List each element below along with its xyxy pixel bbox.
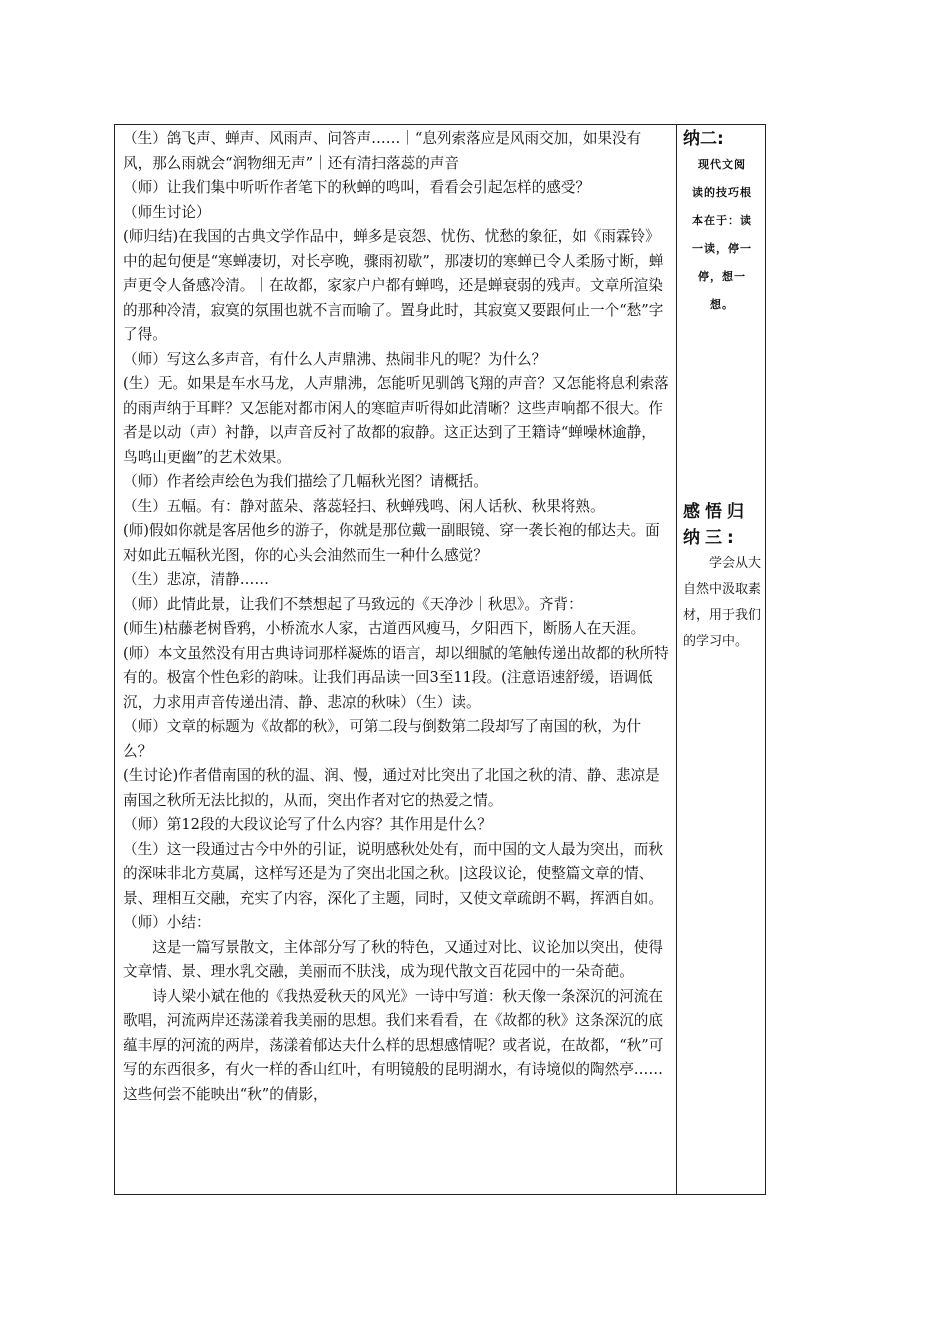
dialogue-paragraph: （师）作者绘声绘色为我们描绘了几幅秋光图？请概括。 — [123, 473, 488, 490]
lesson-plan-table — [114, 124, 766, 1195]
annotation-note-line: 停，想一 — [698, 270, 746, 283]
dialogue-paragraph: （师）让我们集中听听作者笔下的秋蝉的鸣叫，看看会引起怎样的感受？ — [123, 179, 591, 196]
dialogue-paragraph: （师）文章的标题为《故都的秋》，可第二段与倒数第二段却写了南国的秋，为什么？ — [123, 718, 642, 760]
dialogue-paragraph: (师）本文虽然没有用古典诗词那样凝炼的语言，却以细腻的笔触传递出故都的秋所特有的。极富个性色彩的韵味。让我们再品读一回3至11段。(注意语速舒缓，语调低沉，力求用声音传递出清、静、悲凉的秋味）（生）读。 — [123, 644, 669, 711]
annotation-column — [677, 125, 765, 1194]
dialogue-paragraph: (生讨论)作者借南国的秋的温、润、慢，通过对比突出了北国之秋的清、静、悲凉是南国之秋所无法比拟的，从而，突出作者对它的热爱之情。 — [123, 767, 660, 809]
dialogue-paragraph: （师）第12段的大段议论写了什么内容？其作用是什么？ — [123, 816, 492, 833]
dialogue-paragraph: 这是一篇写景散文，主体部分写了秋的特色，又通过对比、议论加以突出，使得文章情、景、理水乳交融，美丽而不肤浅，成为现代散文百花园中的一朵奇葩。 — [123, 938, 663, 980]
annotation-body-3: 学会从大自然中汲取素材，用于我们的学习中。 — [683, 556, 762, 649]
dialogue-paragraph: （师）小结： — [123, 914, 211, 931]
annotation-block-2 — [677, 125, 765, 319]
annotation-note-line: 本在于：读 — [692, 214, 752, 227]
dialogue-paragraph: (师)假如你就是客居他乡的游子，你就是那位戴一副眼镜、穿一袭长袍的郁达夫。面对如此五幅秋光图，你的心头会油然而生一种什么感觉？ — [123, 522, 660, 564]
dialogue-paragraph: （师）写这么多声音，有什么人声鼎沸、热闹非凡的呢？为什么？ — [123, 350, 547, 368]
dialogue-paragraph: （生）悲凉，清静…… — [123, 571, 269, 588]
annotation-note-line: 想。 — [710, 298, 734, 311]
annotation-note-line: 现代文阅 — [698, 158, 746, 171]
annotation-note-line: 一读，停一 — [692, 242, 752, 255]
dialogue-paragraph: (师归结)在我国的古典文学作品中，蝉多是哀怨、忧伤、忧愁的象征，如《雨霖铃》中的起句便是“寒蝉凄切，对长亭晚，骤雨初歇”，那凄切的寒蝉已令人柔肠寸断，蝉声更令人备感冷清。｜在故都，家家户户都有蝉鸣，还是蝉衰弱的残声。文章所渲染的那种冷清，寂寞的氛围也就不言而喻了。置身此时，其寂寞又要跟何止一个“愁”字了得。 — [123, 228, 664, 343]
dialogue-paragraph: （师）此情此景，让我们不禁想起了马致远的《天净沙｜秋思》。齐背： — [123, 595, 583, 613]
dialogue-paragraph: (师生)枯藤老树昏鸦，小桥流水人家，古道西风瘦马，夕阳西下，断肠人在天涯。 — [123, 620, 646, 637]
dialogue-paragraph: （生）鸽飞声、蝉声、风雨声、问答声……｜“息列索落应是风雨交加，如果没有风，那么雨就会“润物细无声”｜还有清扫落蕊的声音 — [123, 130, 642, 172]
dialogue-paragraph: （生）这一段通过古今中外的引证，说明感秋处处有，而中国的文人最为突出，而秋的深味非北方莫属，这样写还是为了突出北国之秋。|这段议论，使整篇文章的情、景、理相互交融，充实了内容，深化了主题，同时，又使文章疏朗不羁，挥洒自如。 — [123, 840, 663, 907]
annotation-note-line: 读的技巧根 — [692, 186, 752, 199]
dialogue-paragraph: 诗人梁小斌在他的《我热爱秋天的风光》一诗中写道：秋天像一条深沉的河流在歌唱，河流两岸还荡漾着我美丽的思想。我们来看看，在《故都的秋》这条深沉的底蕴丰厚的河流的两岸，荡漾着郁达夫什么样的思想感情呢？或者说，在故都，“秋”可写的东西很多，有火一样的香山红叶，有明镜般的昆明湖水，有诗境似的陶然亭……这些何尝不能映出“秋”的倩影， — [123, 987, 664, 1103]
dialogue-paragraph: （生）五幅。有：静对蓝朵、落蕊轻扫、秋蝉残鸣、闲人话秋、秋果将熟。 — [123, 497, 605, 515]
annotation-note-2 — [683, 151, 761, 319]
annotation-block-3 — [677, 499, 765, 655]
dialogue-paragraph: (生）无。如果是车水马龙，人声鼎沸，怎能听见驯鸽飞翔的声音？又怎能将息利索落的雨声纳于耳畔？又怎能对都市闲人的寒暄声听得如此清晰？这些声响都不很大。作者是以动（声）衬静，以声音反衬了故都的寂静。这正达到了王籍诗“蝉噪林逾静，鸟鸣山更幽”的艺术效果。 — [123, 375, 669, 466]
dialogue-paragraph: （师生讨论） — [123, 203, 211, 221]
annotation-title-3: 感悟归纳三: — [683, 502, 749, 548]
annotation-title-2: 纳二: — [683, 129, 724, 149]
lesson-dialogue-column — [115, 125, 677, 1194]
